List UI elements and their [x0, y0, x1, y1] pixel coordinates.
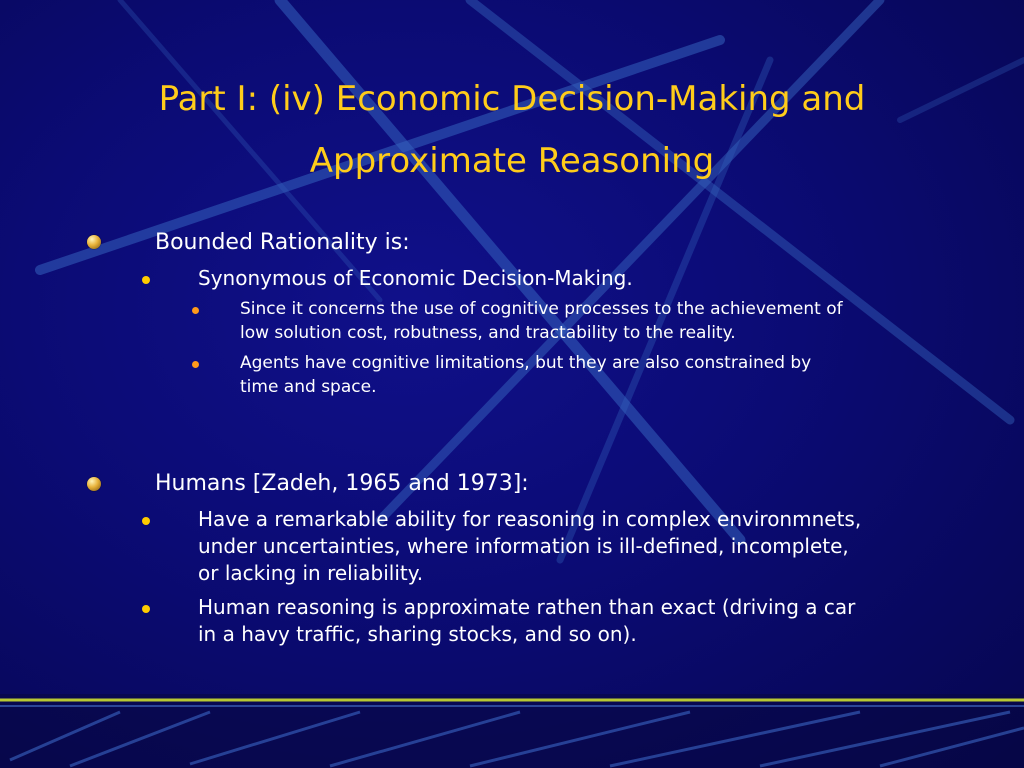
orange-dot-bullet-icon: [192, 307, 199, 314]
sub-bullet-agents-limitations-line-2: time and space.: [240, 377, 377, 397]
bullet-human-reasoning-line-2: in a havy traffic, sharing stocks, and so on).: [198, 622, 637, 646]
yellow-dot-bullet-icon: [142, 276, 150, 284]
bullet-remarkable-ability: [198, 506, 958, 587]
sub-bullet-cognitive-processes-line-2: low solution cost, robutness, and tractability to the reality.: [240, 323, 736, 343]
sub-bullet-agents-limitations-line-1: Agents have cognitive limitations, but they are also constrained by: [240, 353, 812, 373]
bullet-remarkable-ability-line-2: under uncertainties, where information is ill-defined, incomplete,: [198, 534, 849, 558]
slide-title-line-1: Part I: (iv) Economic Decision-Making and: [158, 79, 866, 119]
sub-bullet-cognitive-processes: [240, 297, 960, 345]
bullet-human-reasoning: [198, 594, 958, 648]
slide-title-line-2: Approximate Reasoning: [309, 141, 715, 181]
sub-bullet-agents-limitations: [240, 351, 960, 399]
bullet-remarkable-ability-line-1: Have a remarkable ability for reasoning in complex environmnets,: [198, 507, 862, 531]
orange-dot-bullet-icon: [192, 361, 199, 368]
section-heading-humans: Humans [Zadeh, 1965 and 1973]:: [155, 471, 529, 496]
section-heading-bounded-rationality: Bounded Rationality is:: [155, 230, 410, 255]
gold-sphere-bullet-icon: [87, 477, 101, 491]
sub-bullet-cognitive-processes-line-1: Since it concerns the use of cognitive processes to the achievement of: [240, 299, 843, 319]
yellow-dot-bullet-icon: [142, 517, 150, 525]
gold-sphere-bullet-icon: [87, 235, 101, 249]
bullet-synonymous: Synonymous of Economic Decision-Making.: [198, 266, 633, 290]
bullet-remarkable-ability-line-3: or lacking in reliability.: [198, 561, 424, 585]
bullet-human-reasoning-line-1: Human reasoning is approximate rathen than exact (driving a car: [198, 595, 856, 619]
yellow-dot-bullet-icon: [142, 605, 150, 613]
